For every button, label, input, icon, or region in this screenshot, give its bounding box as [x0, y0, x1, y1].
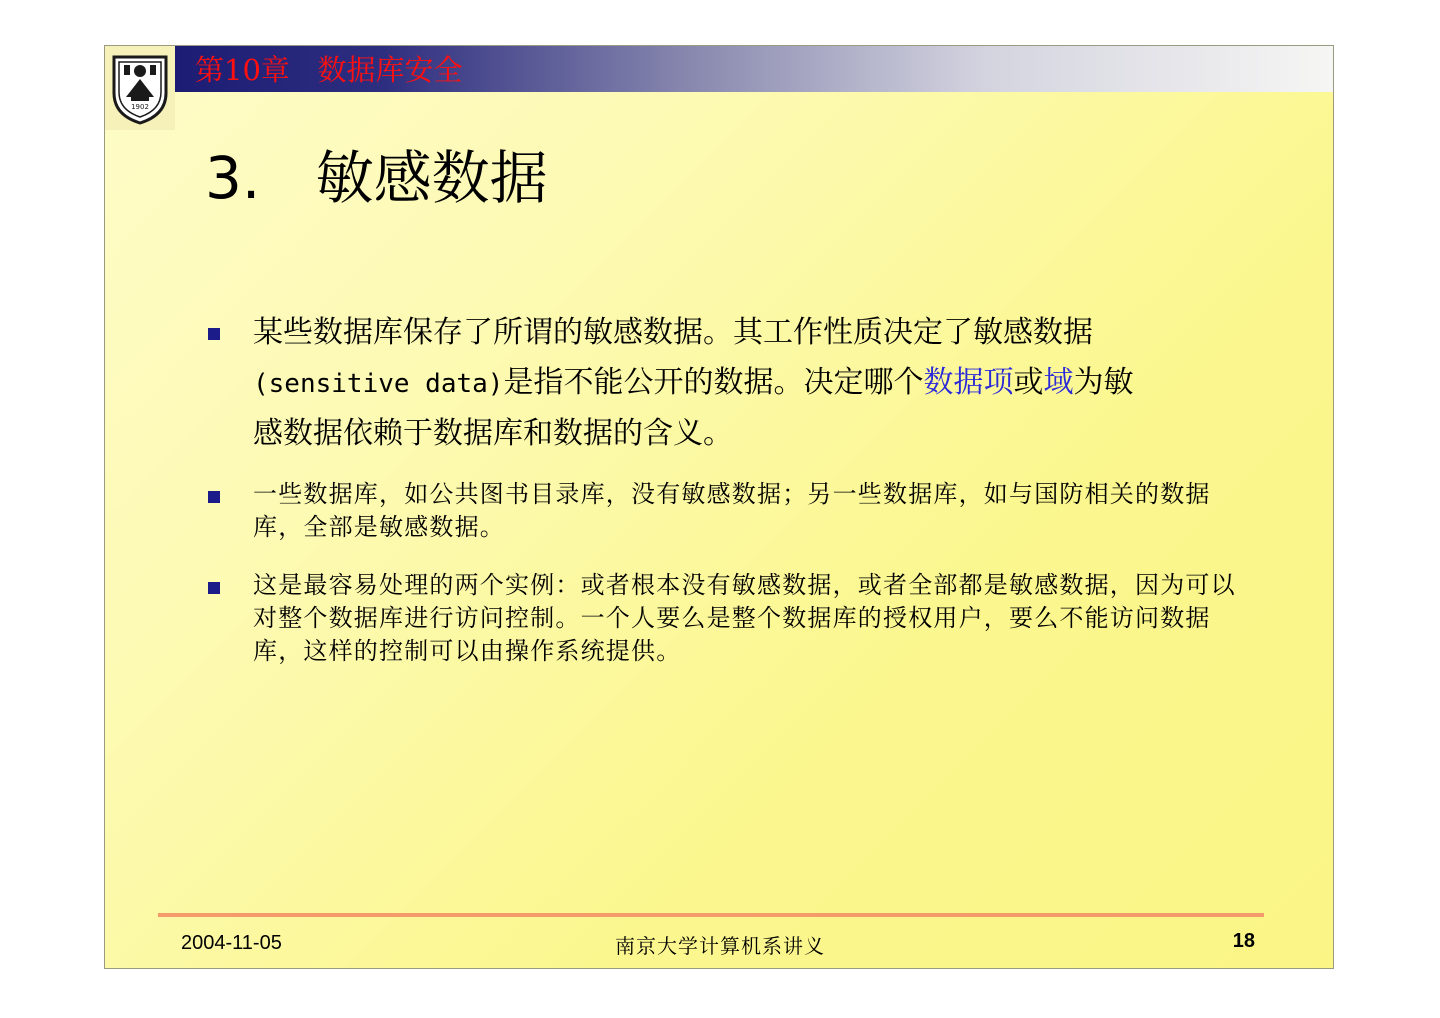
bullet-text: 这是最容易处理的两个实例：或者根本没有敏感数据，或者全部都是敏感数据，因为可以对整个数据库进行访问控制。一个人要么是整个数据库的授权用户，要么不能访问数据库，这样的控制可以由操作系统提供。 [253, 571, 1236, 665]
bullet-item [205, 308, 1255, 459]
english-term: (sensitive data) [253, 369, 504, 399]
chapter-title: 第10章 数据库安全 [195, 53, 463, 87]
page-number: 18 [1232, 930, 1255, 952]
svg-text:1902: 1902 [131, 103, 149, 111]
square-bullet-icon [208, 491, 220, 503]
bullet-text: 一些数据库，如公共图书目录库，没有敏感数据；另一些数据库，如与国防相关的数据库，全部是敏感数据。 [253, 480, 1211, 541]
bullet-list [205, 308, 1255, 668]
university-crest-icon [110, 53, 170, 125]
footer-divider [158, 913, 1264, 917]
bullet-item [205, 478, 1255, 544]
bullet-item [205, 569, 1255, 668]
slide [104, 45, 1334, 969]
footer-course: 南京大学计算机系讲义 [615, 934, 825, 958]
square-bullet-icon [208, 582, 220, 594]
logo [105, 46, 175, 130]
footer-date: 2004-11-05 [181, 932, 282, 954]
bullet-text: 某些数据库保存了所谓的敏感数据。其工作性质决定了敏感数据 (sensitive data)是指不能公开的数据。决定哪个数据项或域为敏 感数据依赖于数据库和数据的含义。 [253, 315, 1134, 451]
highlight-term: 数据项 [923, 365, 1014, 400]
slide-heading: 3. 敏感数据 [205, 144, 548, 212]
highlight-term: 域 [1043, 365, 1074, 400]
square-bullet-icon [208, 328, 220, 340]
